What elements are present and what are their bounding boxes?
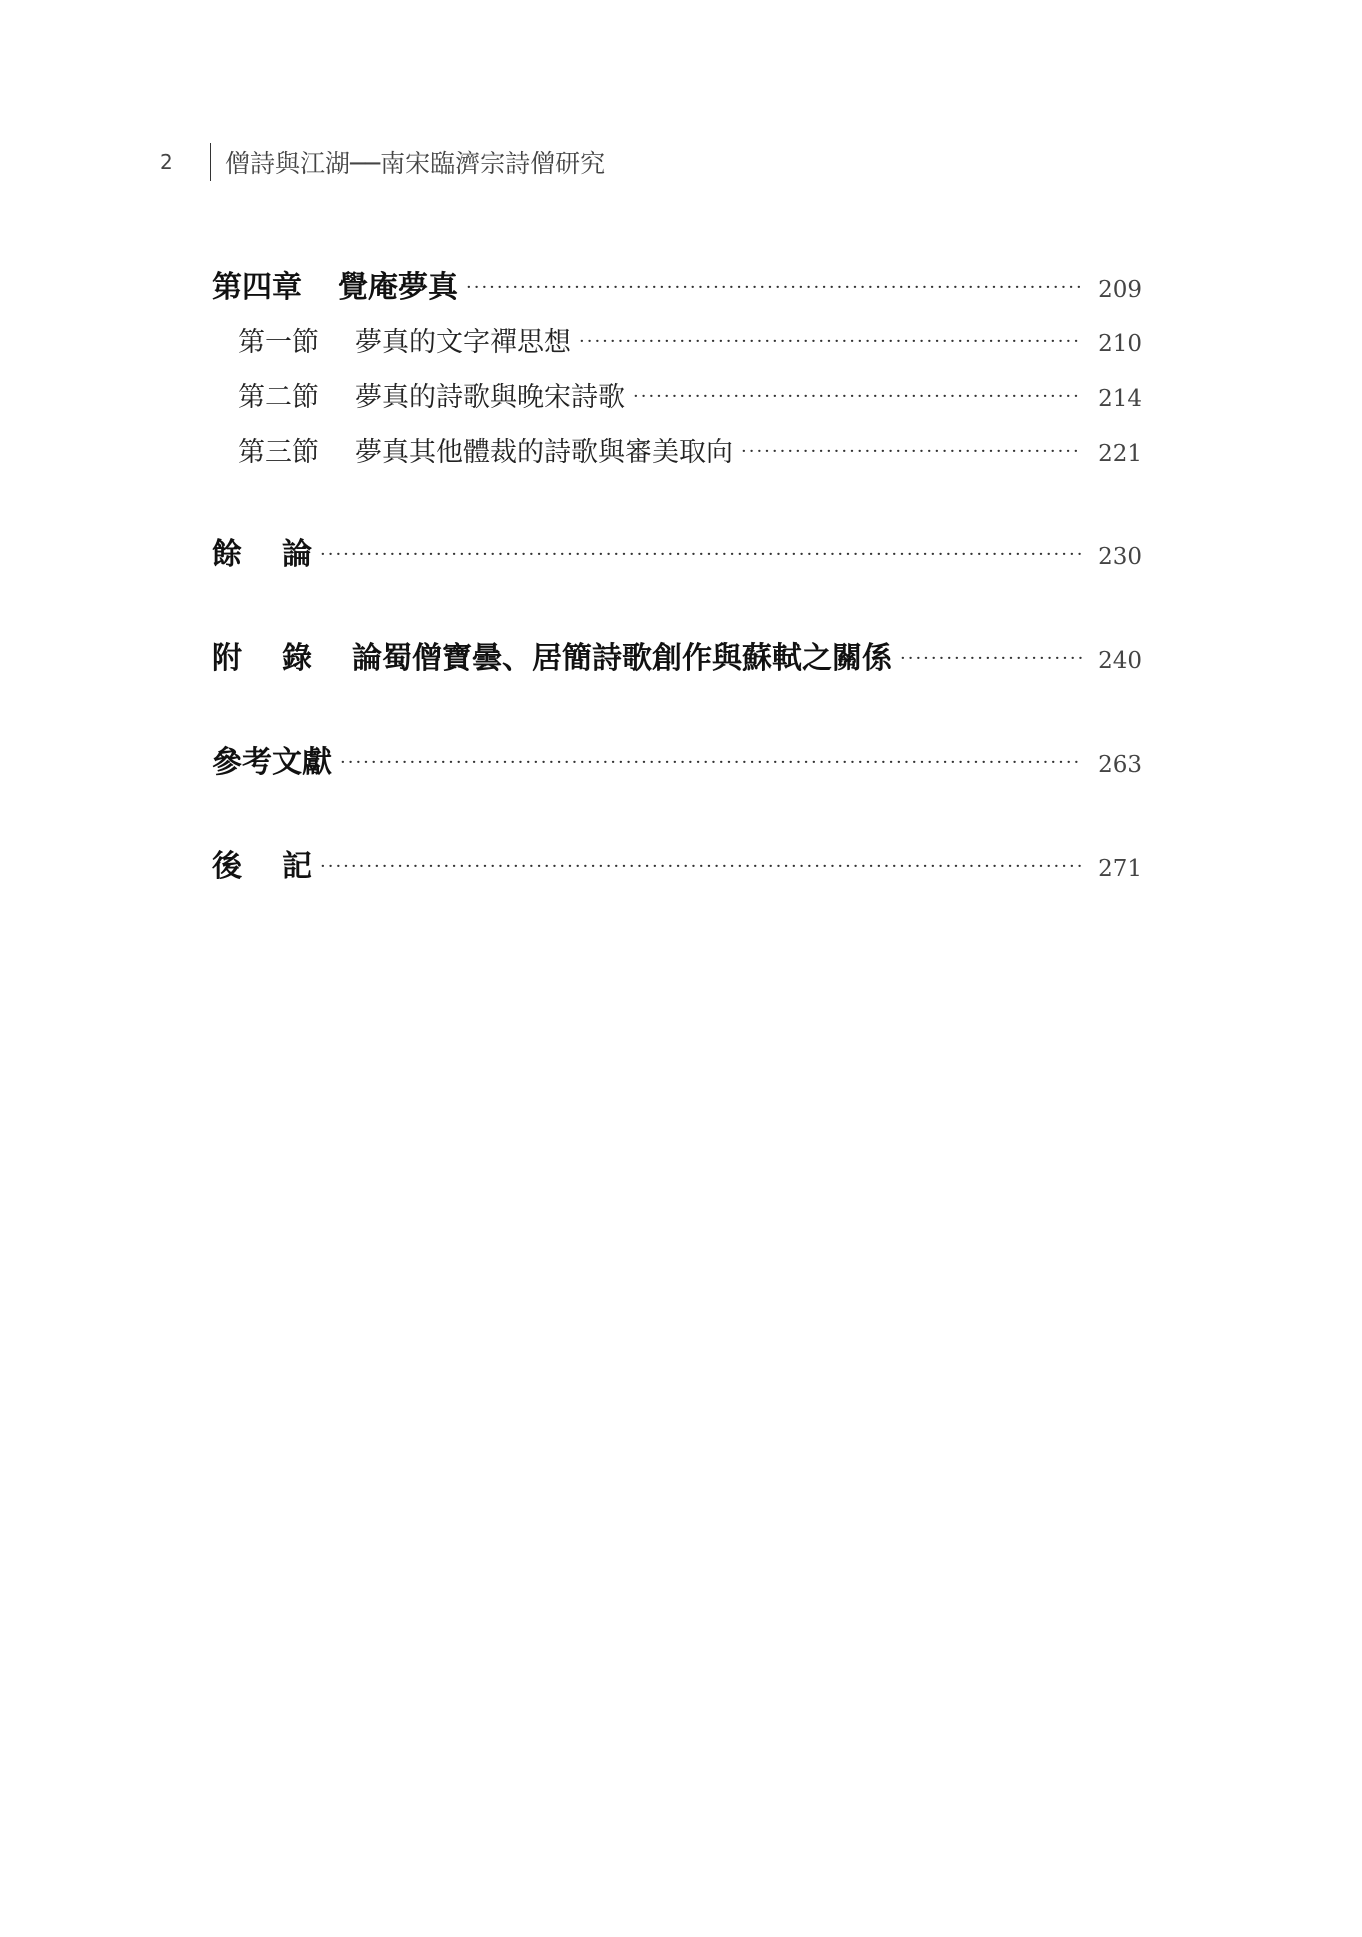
epilogue-char-2: 論 xyxy=(282,537,312,572)
appendix-title: 論蜀僧寶曇、居簡詩歌創作與蘇軾之關係 xyxy=(352,641,892,676)
toc-page-number: 210 xyxy=(1098,331,1142,357)
toc-appendix[interactable] xyxy=(212,633,1142,677)
toc-postscript-label xyxy=(212,841,312,885)
toc-section-label xyxy=(212,430,733,469)
dot-leader xyxy=(633,386,1082,407)
section-title: 夢真的詩歌與晚宋詩歌 xyxy=(355,382,625,413)
dot-leader xyxy=(466,277,1082,298)
toc-section-label xyxy=(212,375,625,414)
toc-epilogue-label xyxy=(212,529,312,573)
postscript-char-1: 後 xyxy=(212,849,242,884)
toc-epilogue[interactable] xyxy=(212,529,1142,573)
toc-page-number: 214 xyxy=(1098,386,1142,412)
toc-section-2[interactable] xyxy=(212,375,1142,414)
toc-page-number: 263 xyxy=(1098,752,1142,778)
book-title: 僧詩與江湖──南宋臨濟宗詩僧研究 xyxy=(225,149,606,178)
section-title: 夢真的文字禪思想 xyxy=(355,327,571,358)
chapter-title: 覺庵夢真 xyxy=(338,270,458,305)
section-title: 夢真其他體裁的詩歌與審美取向 xyxy=(355,437,733,468)
dot-leader xyxy=(320,544,1082,565)
toc-page-number: 240 xyxy=(1098,648,1142,674)
section-number: 第三節 xyxy=(238,437,319,468)
table-of-contents xyxy=(212,262,1142,885)
toc-appendix-label xyxy=(212,633,892,677)
toc-section-1[interactable] xyxy=(212,320,1142,359)
toc-page-number: 221 xyxy=(1098,441,1142,467)
toc-references[interactable] xyxy=(212,737,1142,781)
toc-chapter-4[interactable] xyxy=(212,262,1142,306)
toc-section-label xyxy=(212,320,571,359)
toc-page-number: 271 xyxy=(1098,856,1142,882)
chapter-number: 第四章 xyxy=(212,270,302,305)
dot-leader xyxy=(340,752,1082,773)
appendix-char-2: 錄 xyxy=(282,641,312,676)
epilogue-char-1: 餘 xyxy=(212,537,242,572)
section-number: 第二節 xyxy=(238,382,319,413)
toc-chapter-label xyxy=(212,262,458,306)
dot-leader xyxy=(900,648,1082,669)
page-number: 2 xyxy=(160,150,173,174)
appendix-char-1: 附 xyxy=(212,641,242,676)
toc-section-3[interactable] xyxy=(212,430,1142,469)
dot-leader xyxy=(741,441,1082,462)
postscript-char-2: 記 xyxy=(282,849,312,884)
toc-page-number: 230 xyxy=(1098,544,1142,570)
toc-postscript[interactable] xyxy=(212,841,1142,885)
header-divider xyxy=(210,143,211,181)
section-number: 第一節 xyxy=(238,327,319,358)
toc-references-label: 參考文獻 xyxy=(212,745,332,780)
running-header xyxy=(160,142,605,182)
dot-leader xyxy=(320,856,1082,877)
dot-leader xyxy=(579,331,1082,352)
toc-page-number: 209 xyxy=(1098,277,1142,303)
